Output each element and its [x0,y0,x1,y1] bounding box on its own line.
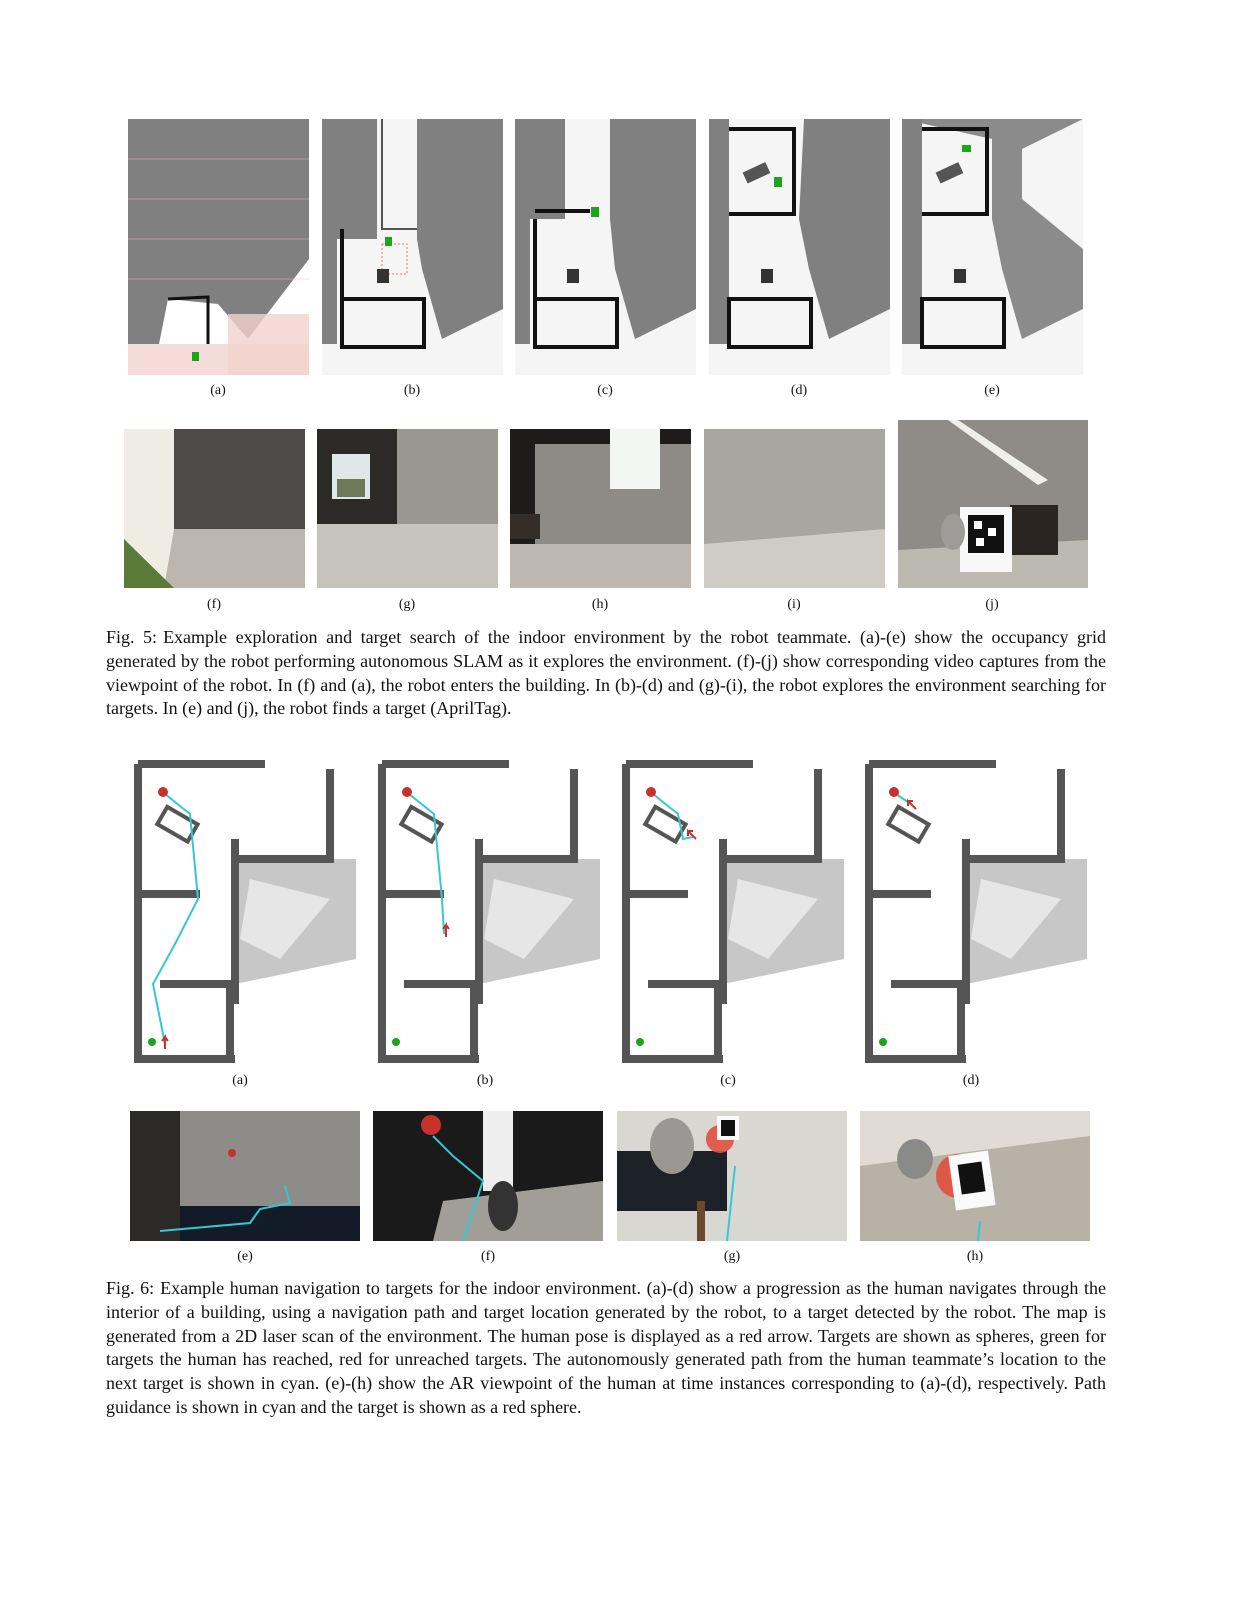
fig6-label-c: (c) [720,1073,736,1088]
fig6-map-a [130,759,356,1065]
fig5-map-d [709,119,890,375]
fig6-map-d [861,759,1087,1065]
fig5-label-a: (a) [210,383,226,398]
fig6-label-a: (a) [232,1073,248,1088]
fig5-photo-f [124,429,305,588]
fig5-map-c [515,119,696,375]
fig6-map-c [618,759,844,1065]
fig5-label-e: (e) [984,383,1000,398]
fig6-ar-h [860,1111,1090,1241]
fig6-ar-g [617,1111,847,1241]
fig6-label-f: (f) [481,1249,495,1264]
fig6-ar-e [130,1111,360,1241]
fig5-photo-j [898,420,1088,588]
fig6-label-b: (b) [476,1073,494,1088]
fig5-photo-h [510,429,691,588]
fig5-label-c: (c) [597,383,613,398]
fig5-label-h: (h) [591,597,609,612]
fig5-label-i: (i) [787,597,801,612]
fig6-caption-text: Example human navigation to targets for the indoor environment. (a)-(d) show a progression as the human navigates through the interior of a building, using a navigation path and target location generated by the robot, to a target detected by the robot. The map is generated from a 2D laser scan of the environment. The human pose is displayed as a red arrow. Targets are shown as spheres, green for targets the human has reached, red for unreached targets. The autonomously generated path from the human teammate’s location to the next target is shown in cyan. (e)-(h) show the AR viewpoint of the human at time instances corresponding to (a)-(d), respectively. Path guidance is shown in cyan and the target is shown as a red sphere. [106,1278,1106,1417]
fig5-photo-i [704,429,885,588]
fig6-label-g: (g) [723,1249,741,1264]
fig6-ar-f [373,1111,603,1241]
fig6-label-e: (e) [237,1249,253,1264]
fig5-label-f: (f) [207,597,221,612]
fig5-map-b [322,119,503,375]
fig5-caption [106,626,1106,721]
fig6-caption [106,1277,1106,1420]
fig6-caption-label: Fig. 6: [106,1278,155,1298]
fig5-label-g: (g) [398,597,416,612]
fig5-photo-g [317,429,498,588]
fig6-label-d: (d) [962,1073,980,1088]
fig5-caption-text: Example exploration and target search of the indoor environment by the robot teammate. (a)-(e) show the occupancy grid generated by the robot performing autonomous SLAM as it explores the environment. (f)-(j) show corresponding video captures from the viewpoint of the robot. In (f) and (a), the robot enters the building. In (b)-(d) and (g)-(i), the robot explores the environment searching for targets. In (e) and (j), the robot finds a target (AprilTag). [106,627,1107,719]
fig5-map-e [902,119,1083,375]
fig5-map-a [128,119,309,375]
fig6-label-h: (h) [966,1249,984,1264]
fig6-map-b [374,759,600,1065]
fig5-label-j: (j) [985,597,999,612]
fig5-caption-label: Fig. 5: [106,627,158,647]
robot-marker [192,352,199,361]
fig5-label-d: (d) [790,383,808,398]
fig5-label-b: (b) [403,383,421,398]
